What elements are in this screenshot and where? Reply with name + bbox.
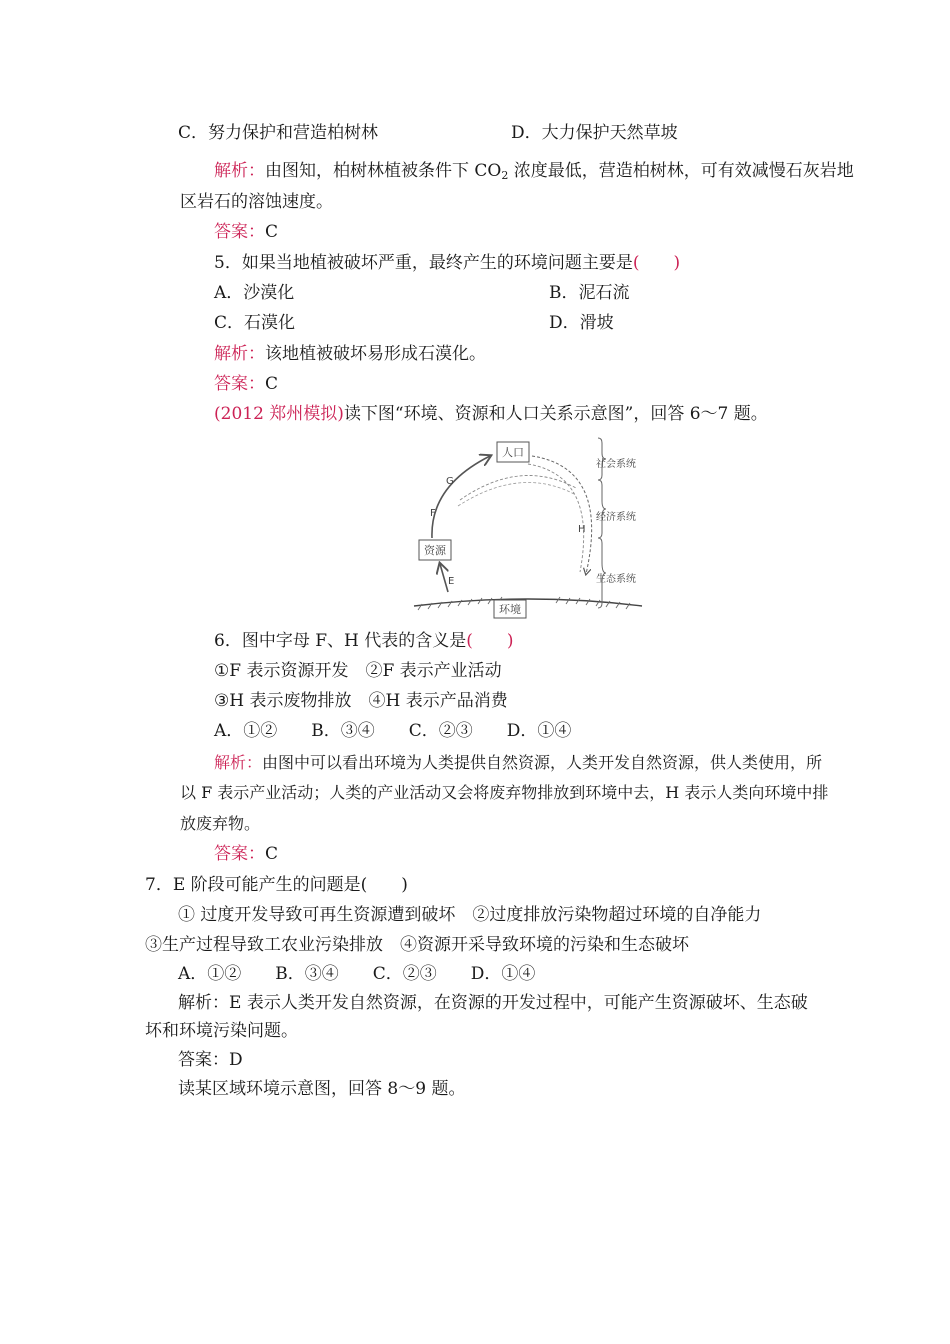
q4-option-d: D．大力保护天然草坡 (511, 123, 678, 143)
brace-economy (598, 480, 606, 538)
resources-label: 资源 (424, 544, 446, 557)
analysis-label: 解析： (214, 344, 265, 364)
environment-label: 环境 (499, 603, 521, 616)
intro-text: 读下图“环境、资源和人口关系示意图”，回答 6～7 题。 (343, 404, 768, 424)
answer-value: C (265, 844, 279, 864)
population-label: 人口 (502, 446, 524, 459)
analysis-label: 解析： (214, 753, 263, 772)
brace-ecology (598, 538, 606, 608)
label-ecology: 生态系统 (596, 574, 636, 585)
environment-resource-population-diagram (410, 434, 646, 620)
q6-stem (214, 630, 514, 652)
q5-option-a: A．沙漠化 (214, 283, 295, 303)
q6-paren: ( ) (466, 631, 514, 651)
label-economy: 经济系统 (596, 512, 636, 523)
q5-stem (214, 252, 680, 274)
analysis-label: 解析： (214, 161, 265, 181)
q6-analysis (214, 752, 822, 774)
arrow-h-inner (528, 464, 584, 572)
letter-g: G (446, 476, 454, 487)
q7-items-line1: ① 过度开发导致可再生资源遭到破坏 ②过度排放污染物超过环境的自净能力 (178, 905, 762, 925)
q6-items-line1: ①F 表示资源开发 ②F 表示产业活动 (214, 661, 502, 681)
q5-option-b: B．泥石流 (549, 283, 630, 303)
environment-box (494, 600, 526, 618)
q6-items-line2: ③H 表示废物排放 ④H 表示产品消费 (214, 691, 508, 711)
letter-f: F (430, 508, 436, 519)
q6-analysis-line3: 放废弃物。 (180, 814, 261, 833)
q7-options: A．①② B．③④ C．②③ D．①④ (178, 964, 536, 984)
analysis-text-post: 浓度最低，营造柏树林，可有效减慢石灰岩地 (508, 161, 854, 181)
answer-label: 答案： (214, 844, 265, 864)
q4-option-c: C．努力保护和营造柏树林 (178, 123, 379, 143)
answer-label: 答案： (214, 374, 265, 394)
q6-stem-text: 6．图中字母 F、H 代表的含义是 (214, 631, 467, 651)
answer-value: C (265, 374, 279, 394)
label-society: 社会系统 (596, 459, 636, 470)
letter-h: H (578, 524, 586, 535)
q7-stem: 7．E 阶段可能产生的问题是( ) (145, 875, 408, 895)
intro-8-9: 读某区域环境示意图，回答 8～9 题。 (178, 1079, 466, 1099)
q6-analysis-line2: 以 F 表示产业活动；人类的产业活动又会将废弃物排放到环境中去，H 表示人类向环境中排 (180, 783, 829, 802)
analysis-text-pre: 由图知，柏树林植被条件下 CO (265, 161, 502, 181)
arrow-inner-loop-2 (458, 482, 574, 506)
co2-subscript: 2 (501, 169, 509, 182)
arrow-e (440, 564, 448, 592)
q7-analysis-line2: 坏和环境污染问题。 (145, 1021, 298, 1041)
intro-6-7 (214, 403, 768, 425)
ground-line (414, 597, 642, 610)
q7-answer: 答案：D (178, 1050, 243, 1070)
letter-e: E (448, 576, 455, 587)
q7-items-line2: ③生产过程导致工农业污染排放 ④资源开采导致环境的污染和生态破坏 (145, 935, 689, 955)
analysis-text: 由图中可以看出环境为人类提供自然资源，人类开发自然资源，供人类使用，所 (262, 753, 823, 772)
analysis-text: 该地植被破坏易形成石漠化。 (265, 344, 486, 364)
answer-value: C (265, 222, 279, 242)
q5-stem-text: 5．如果当地植被破坏严重，最终产生的环境问题主要是 (214, 253, 633, 273)
q7-analysis-line1: 解析：E 表示人类开发自然资源，在资源的开发过程中，可能产生资源破坏、生态破 (178, 993, 808, 1013)
q5-paren: ( ) (632, 253, 681, 273)
q4-analysis (214, 160, 854, 187)
q4-analysis-line2: 区岩石的溶蚀速度。 (180, 192, 333, 212)
q5-analysis (214, 343, 486, 365)
source-label: (2012 郑州模拟) (214, 404, 344, 424)
q5-option-c: C．石漠化 (214, 313, 296, 333)
answer-label: 答案： (214, 222, 265, 242)
q6-options: A．①② B．③④ C．②③ D．①④ (214, 721, 572, 741)
q5-option-d: D．滑坡 (549, 313, 614, 333)
population-box (497, 442, 529, 462)
q6-answer (214, 843, 278, 865)
arrow-f-g (432, 456, 490, 538)
q5-answer (214, 373, 278, 395)
resources-box (419, 540, 451, 560)
q4-answer (214, 221, 278, 243)
